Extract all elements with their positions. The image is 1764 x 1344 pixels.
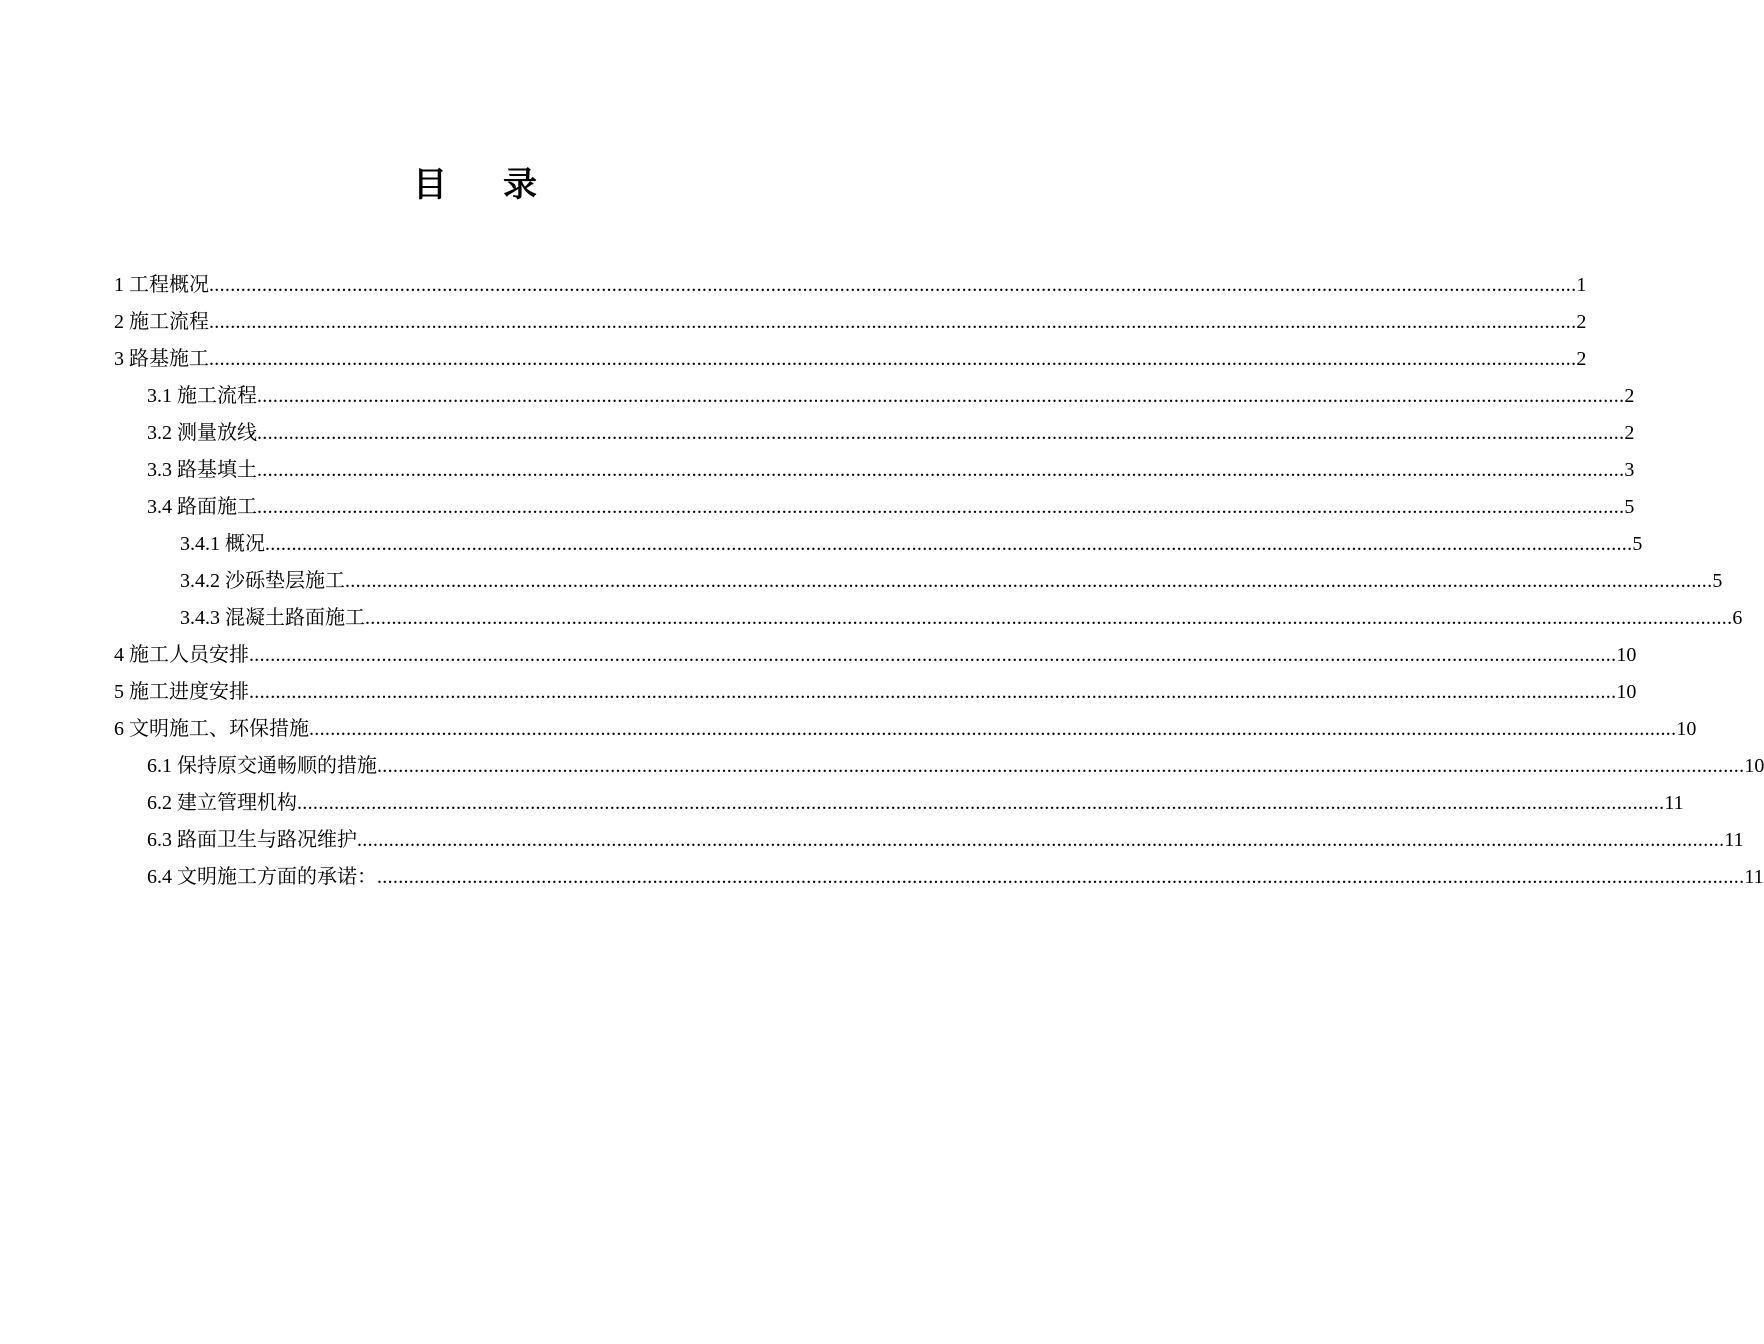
toc-leader-dots: .................................................................................................................................................................................................................................................................. xyxy=(265,533,1633,555)
toc-entry-3[interactable] xyxy=(114,341,1587,378)
toc-entry-label xyxy=(147,785,297,822)
toc-entry-5[interactable] xyxy=(114,674,1637,711)
toc-entry-label xyxy=(147,489,257,526)
toc-page-number: 10 xyxy=(1616,644,1637,666)
toc-entry-number: 3.4.1 xyxy=(180,533,220,555)
toc-entry-3-2[interactable] xyxy=(114,415,1635,452)
toc-entry-number: 2 xyxy=(114,311,124,333)
toc-entry-6-3[interactable] xyxy=(114,822,1744,859)
toc-entry-number: 3.1 xyxy=(147,385,172,407)
toc-entry-text: 混凝土路面施工 xyxy=(225,607,365,629)
toc-entry-3-4-2[interactable] xyxy=(114,563,1723,600)
toc-entry-1[interactable] xyxy=(114,267,1587,304)
toc-leader-dots: .................................................................................................................................................................................................................................................................. xyxy=(377,755,1745,777)
toc-leader-dots: .................................................................................................................................................................................................................................................................. xyxy=(257,496,1625,518)
toc-entry-6-1[interactable] xyxy=(114,748,1764,785)
toc-page-number: 6 xyxy=(1732,607,1743,629)
toc-entry-text: 施工人员安排 xyxy=(129,644,249,666)
toc-entry-label xyxy=(147,822,357,859)
toc-page-number: 5 xyxy=(1712,570,1723,592)
toc-page-number: 10 xyxy=(1744,755,1764,777)
toc-entry-number: 6 xyxy=(114,718,124,740)
toc-entry-text: 建立管理机构 xyxy=(177,792,297,814)
toc-entry-number: 4 xyxy=(114,644,124,666)
toc-entry-number: 3.2 xyxy=(147,422,172,444)
toc-entry-number: 3.4.2 xyxy=(180,570,220,592)
toc-entry-number: 1 xyxy=(114,274,124,296)
toc-page-number: 11 xyxy=(1664,792,1684,814)
toc-entry-2[interactable] xyxy=(114,304,1587,341)
toc-entry-text: 概况 xyxy=(225,533,265,555)
toc-title xyxy=(0,160,950,210)
toc-entry-3-1[interactable] xyxy=(114,378,1635,415)
toc-leader-dots: .................................................................................................................................................................................................................................................................. xyxy=(209,274,1577,296)
toc-entry-6[interactable] xyxy=(114,711,1697,748)
toc-entry-3-4-3[interactable] xyxy=(114,600,1743,637)
toc-entry-text: 保持原交通畅顺的措施 xyxy=(177,755,377,777)
toc-entry-text: 施工流程 xyxy=(177,385,257,407)
toc-entry-label xyxy=(147,452,257,489)
toc-leader-dots: .................................................................................................................................................................................................................................................................. xyxy=(345,570,1713,592)
toc-entry-text: 施工进度安排 xyxy=(129,681,249,703)
toc-entry-label xyxy=(147,415,257,452)
toc-entry-number: 3.4 xyxy=(147,496,172,518)
toc-leader-dots: .................................................................................................................................................................................................................................................................. xyxy=(297,792,1665,814)
table-of-contents xyxy=(114,267,1764,896)
toc-entry-text: 施工流程 xyxy=(129,311,209,333)
toc-title-char-2: 录 xyxy=(503,165,537,205)
toc-leader-dots: .................................................................................................................................................................................................................................................................. xyxy=(249,644,1617,666)
toc-page-number: 10 xyxy=(1676,718,1697,740)
toc-entry-number: 3 xyxy=(114,348,124,370)
toc-entry-label xyxy=(147,378,257,415)
toc-entry-text: 文明施工、环保措施 xyxy=(129,718,309,740)
toc-page-number: 1 xyxy=(1576,274,1587,296)
toc-leader-dots: .................................................................................................................................................................................................................................................................. xyxy=(209,348,1577,370)
toc-entry-text: 路基施工 xyxy=(129,348,209,370)
toc-leader-dots: .................................................................................................................................................................................................................................................................. xyxy=(365,607,1733,629)
toc-entry-number: 6.1 xyxy=(147,755,172,777)
toc-entry-6-4[interactable] xyxy=(114,859,1764,896)
toc-page-number: 11 xyxy=(1744,866,1764,888)
toc-page-number: 5 xyxy=(1632,533,1643,555)
toc-entry-text: 文明施工方面的承诺： xyxy=(177,866,377,888)
toc-entry-label xyxy=(114,637,249,674)
toc-entry-label xyxy=(114,341,209,378)
toc-entry-text: 路面施工 xyxy=(177,496,257,518)
toc-entry-label xyxy=(147,859,377,896)
toc-entry-number: 6.2 xyxy=(147,792,172,814)
toc-leader-dots: .................................................................................................................................................................................................................................................................. xyxy=(249,681,1617,703)
toc-entry-text: 工程概况 xyxy=(129,274,209,296)
toc-page-number: 5 xyxy=(1624,496,1635,518)
toc-entry-number: 6.4 xyxy=(147,866,172,888)
toc-entry-label xyxy=(180,526,265,563)
toc-entry-label xyxy=(114,304,209,341)
toc-entry-3-3[interactable] xyxy=(114,452,1635,489)
toc-entry-text: 测量放线 xyxy=(177,422,257,444)
toc-entry-label xyxy=(114,674,249,711)
toc-entry-label xyxy=(180,600,365,637)
toc-page-number: 3 xyxy=(1624,459,1635,481)
toc-title-char-1: 目 xyxy=(413,165,447,205)
toc-entry-4[interactable] xyxy=(114,637,1637,674)
toc-entry-6-2[interactable] xyxy=(114,785,1684,822)
toc-entry-label xyxy=(114,711,309,748)
toc-page-number: 11 xyxy=(1724,829,1744,851)
toc-leader-dots: .................................................................................................................................................................................................................................................................. xyxy=(357,829,1725,851)
toc-entry-label xyxy=(114,267,209,304)
toc-leader-dots: .................................................................................................................................................................................................................................................................. xyxy=(377,866,1745,888)
toc-entry-label xyxy=(147,748,377,785)
toc-entry-text: 路基填土 xyxy=(177,459,257,481)
toc-page-number: 2 xyxy=(1576,311,1587,333)
toc-leader-dots: .................................................................................................................................................................................................................................................................. xyxy=(257,459,1625,481)
toc-page-number: 2 xyxy=(1624,422,1635,444)
toc-leader-dots: .................................................................................................................................................................................................................................................................. xyxy=(309,718,1677,740)
toc-entry-number: 3.3 xyxy=(147,459,172,481)
toc-page-number: 2 xyxy=(1624,385,1635,407)
toc-page-number: 2 xyxy=(1576,348,1587,370)
toc-entry-3-4[interactable] xyxy=(114,489,1635,526)
toc-entry-text: 沙砾垫层施工 xyxy=(225,570,345,592)
toc-entry-3-4-1[interactable] xyxy=(114,526,1643,563)
toc-entry-label xyxy=(180,563,345,600)
toc-leader-dots: .................................................................................................................................................................................................................................................................. xyxy=(257,422,1625,444)
toc-leader-dots: .................................................................................................................................................................................................................................................................. xyxy=(257,385,1625,407)
toc-entry-number: 6.3 xyxy=(147,829,172,851)
toc-entry-number: 5 xyxy=(114,681,124,703)
toc-entry-text: 路面卫生与路况维护 xyxy=(177,829,357,851)
toc-leader-dots: .................................................................................................................................................................................................................................................................. xyxy=(209,311,1577,333)
toc-page-number: 10 xyxy=(1616,681,1637,703)
toc-entry-number: 3.4.3 xyxy=(180,607,220,629)
